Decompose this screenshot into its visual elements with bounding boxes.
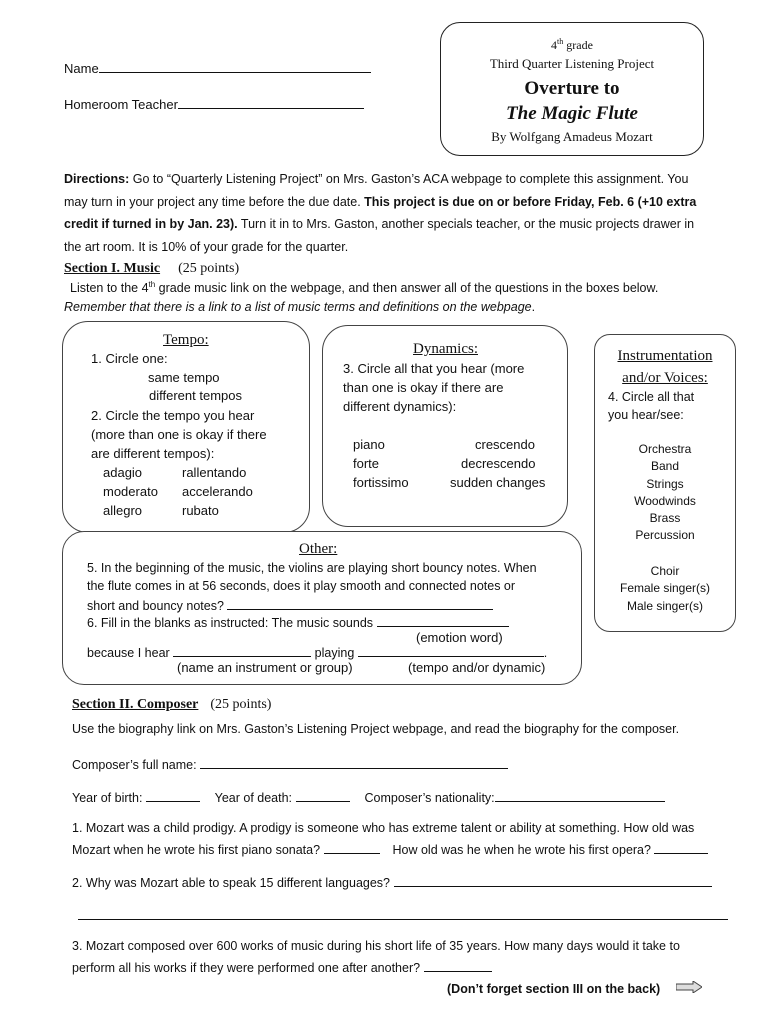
- tempo-term-adagio[interactable]: adagio: [103, 465, 143, 480]
- name-field[interactable]: [64, 60, 371, 76]
- dynamics-box: Dynamics: 3. Circle all that you hear (more than one is okay if there are different dynamics): piano crescendo forte decrescendo fortissimo sudden changes: [322, 325, 568, 527]
- languages-blank[interactable]: [394, 874, 712, 887]
- opera-age-blank[interactable]: [654, 841, 708, 854]
- dynamics-term-decrescendo[interactable]: decrescendo: [461, 456, 536, 471]
- tempo-term-rallentando[interactable]: rallentando: [182, 465, 247, 480]
- instrumentation-heading: Instrumentation: [617, 348, 713, 364]
- birth-blank[interactable]: [146, 789, 200, 802]
- dynamics-heading: Dynamics:: [413, 341, 478, 357]
- other-q5: 5. In the beginning of the music, the violins are playing short bouncy notes. When: [87, 561, 537, 575]
- tempo-q2: 2. Circle the tempo you hear: [91, 408, 255, 423]
- tempo-option-same[interactable]: same tempo: [148, 370, 220, 385]
- question-3-cont: perform all his works if they were performed one after another?: [72, 959, 492, 975]
- homeroom-blank[interactable]: [178, 96, 364, 109]
- instrument-blank[interactable]: [173, 644, 311, 657]
- homeroom-label: Homeroom Teacher: [64, 97, 178, 112]
- directions-label: Directions:: [64, 172, 130, 186]
- composer-byline: By Wolfgang Amadeus Mozart: [491, 129, 653, 144]
- answer-line[interactable]: [78, 919, 728, 920]
- footer-reminder: (Don’t forget section III on the back): [447, 982, 661, 996]
- nationality-blank[interactable]: [495, 789, 665, 802]
- project-title: Third Quarter Listening Project: [489, 56, 655, 71]
- dynamics-q3: 3. Circle all that you hear (more: [343, 361, 525, 376]
- homeroom-field[interactable]: [64, 96, 364, 112]
- option-percussion[interactable]: Percussion: [635, 528, 695, 543]
- option-male-singers[interactable]: Male singer(s): [626, 598, 704, 613]
- fullname-blank[interactable]: [200, 756, 508, 769]
- sonata-age-blank[interactable]: [324, 841, 380, 854]
- directions: Directions: Go to “Quarterly Listening Project” on Mrs. Gaston’s ACA webpage to complete this assignment. You may turn in your project any time before the due date. This project is due on or before Friday, Feb. 6 (+10 extra credit if turned in by Jan. 23). Turn it in to Mrs. Gaston, another specials teacher, or the music projects drawer in the art room. It is 10% of your grade for the quarter.: [64, 172, 697, 254]
- tempo-box: Tempo: 1. Circle one: same tempo different tempos 2. Circle the tempo you hear (more than one is okay if there are different tempos): adagio rallentando moderato accelerando allegro rubato: [62, 321, 310, 533]
- tempo-heading: Tempo:: [163, 332, 209, 348]
- option-woodwinds[interactable]: Woodwinds: [634, 493, 696, 508]
- piece-title-line2: The Magic Flute: [506, 103, 638, 124]
- option-brass[interactable]: Brass: [649, 511, 681, 526]
- tempo-term-allegro[interactable]: allegro: [103, 503, 143, 518]
- other-heading: Other:: [299, 541, 338, 557]
- title-box: [440, 22, 704, 156]
- name-blank[interactable]: [99, 60, 371, 73]
- days-blank[interactable]: [424, 959, 492, 972]
- dynamics-term-forte[interactable]: forte: [353, 456, 380, 471]
- tempo-term-moderato[interactable]: moderato: [103, 484, 158, 499]
- tempo-option-different[interactable]: different tempos: [149, 388, 242, 403]
- tempo-q1: 1. Circle one:: [91, 351, 168, 366]
- section2-intro: Use the biography link on Mrs. Gaston’s Listening Project webpage, and read the biography for the composer.: [72, 722, 680, 736]
- arrow-right-icon: [676, 981, 702, 993]
- tempo-hint: (tempo and/or dynamic): [408, 660, 546, 675]
- question-3: 3. Mozart composed over 600 works of music during his short life of 35 years. How many days would it take to: [72, 939, 680, 953]
- fullname-field[interactable]: Composer’s full name:: [72, 756, 508, 772]
- option-orchestra[interactable]: Orchestra: [638, 442, 692, 456]
- option-strings[interactable]: Strings: [646, 476, 684, 491]
- emotion-blank[interactable]: [377, 614, 509, 627]
- question-2: 2. Why was Mozart able to speak 15 different languages?: [72, 874, 712, 890]
- grade-label: 4th grade: [551, 37, 593, 52]
- voice-list: [595, 563, 735, 615]
- instrument-list: [595, 441, 735, 545]
- section1-intro: Listen to the 4th grade music link on the webpage, and then answer all of the questions in the boxes below.: [70, 280, 659, 296]
- dynamics-term-piano[interactable]: piano: [353, 437, 385, 452]
- option-band[interactable]: Band: [650, 459, 680, 474]
- question-1-cont: Mozart when he wrote his first piano sonata? How old was he when he wrote his first opera?: [72, 841, 708, 857]
- section1-remember: Remember that there is a link to a list of music terms and definitions on the webpage.: [64, 300, 536, 314]
- option-female-singers[interactable]: Female singer(s): [619, 581, 711, 596]
- question-1: 1. Mozart was a child prodigy. A prodigy is someone who has extreme talent or ability at something. How old was: [72, 821, 695, 835]
- death-blank[interactable]: [296, 789, 350, 802]
- piece-title-line1: Overture to: [524, 78, 620, 99]
- option-choir[interactable]: Choir: [650, 564, 680, 578]
- q5-answer-blank[interactable]: [227, 597, 493, 610]
- tempo-dynamic-blank[interactable]: [358, 644, 544, 657]
- tempo-term-accelerando[interactable]: accelerando: [182, 484, 253, 499]
- section1-heading: Section I. Music (25 points): [64, 261, 240, 276]
- instrumentation-box: Instrumentation and/or Voices: 4. Circle all that you hear/see: Orchestra Band Strings Woodwinds Brass Percussion Choir Female singer(s) Male singer(s): [594, 334, 736, 632]
- other-box: Other: 5. In the beginning of the music, the violins are playing short bouncy notes. When the flute comes in at 56 seconds, does it play smooth and connected notes or short and bouncy notes? 6. Fill in the blanks as instructed: The music sounds (emotion word) because I hear playing . (name an instrument or group) (tempo and/or dynamic): [62, 531, 582, 685]
- instrument-hint: (name an instrument or group): [177, 660, 353, 675]
- dynamics-term-sudden-changes[interactable]: sudden changes: [450, 475, 546, 490]
- due-date: This project is due on or before Friday, Feb. 6 (+10 extra: [364, 194, 697, 209]
- tempo-term-rubato[interactable]: rubato: [182, 503, 219, 518]
- dates-row: Year of birth: Year of death: Composer’s nationality:: [72, 789, 665, 805]
- instrumentation-q4: 4. Circle all that: [608, 390, 695, 404]
- dynamics-term-crescendo[interactable]: crescendo: [475, 437, 535, 452]
- dynamics-term-fortissimo[interactable]: fortissimo: [353, 475, 409, 490]
- section2-heading: Section II. Composer (25 points): [72, 697, 272, 712]
- other-q6: 6. Fill in the blanks as instructed: The music sounds: [87, 616, 374, 630]
- name-label: Name: [64, 61, 99, 76]
- emotion-hint: (emotion word): [416, 630, 503, 645]
